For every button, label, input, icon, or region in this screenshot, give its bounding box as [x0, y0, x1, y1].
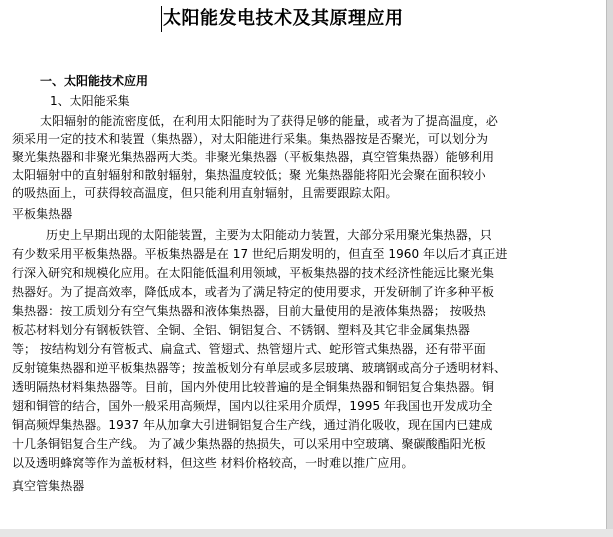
- vacuum-tube-heading: 真空管集热器: [12, 479, 85, 493]
- page-edge-right: [606, 0, 613, 537]
- subsection-heading: 1、太阳能采集: [50, 94, 130, 108]
- paragraph-line: 十几条铜铝复合生产线。 为了减少集热器的热损失，可以采用中空玻璃、聚碳酸酯阳光板: [12, 437, 486, 451]
- paragraph-line: 太阳辐射中的直射辐射和散射辐射，集热温度较低；聚 光集热器能将阳光会聚在面积较小: [12, 168, 486, 182]
- paragraph-line: 行深入研究和规模化应用。在太阳能低温利用领域，平板集热器的技术经济性能远比聚光集: [12, 266, 495, 280]
- paragraph-line: 太阳辐射的能流密度低，在利用太阳能时为了获得足够的能量，或者为了提高温度，必: [40, 114, 498, 128]
- paragraph-line: 历史上早期出现的太阳能装置，主要为太阳能动力装置，大部分采用聚光集热器，只: [46, 228, 492, 242]
- paragraph-line: 有少数采用平板集热器。平板集热器是在 17 世纪后期发明的，但直至 1960 年以后才真正进: [12, 247, 508, 261]
- paragraph-line: 须采用一定的技术和装置（集热器），对太阳能进行采集。集热器按是否聚光，可以划分为: [12, 132, 489, 146]
- flat-plate-heading: 平板集热器: [12, 207, 73, 221]
- paragraph-line: 等； 按结构划分有管板式、扁盒式、管翅式、热管翅片式、蛇形管式集热器，还有带平面: [12, 342, 486, 356]
- paragraph-line: 聚光集热器和非聚光集热器两大类。非聚光集热器（平板集热器，真空管集热器）能够利用: [12, 150, 495, 164]
- paragraph-line: 板芯材料划分有钢板铁管、全铜、全铝、铜铝复合、不锈钢、塑料及其它非金属集热器: [12, 323, 470, 337]
- paragraph-line: 反射镜集热器和逆平板集热器等；按盖板划分有单层或多层玻璃、玻璃钢或高分子透明材料、: [12, 361, 507, 375]
- paragraph-line: 以及透明蜂窝等作为盖板材料，但这些 材料价格较高，一时难以推广应用。: [12, 456, 414, 470]
- paragraph-line: 翅和铜管的结合，国外一般采用高频焊，国内以往采用介质焊，1995 年我国也开发成功全: [12, 399, 493, 413]
- document-title: 太阳能发电技术及其原理应用: [163, 8, 404, 29]
- page-edge-bottom: [0, 529, 613, 537]
- paragraph-line: 铜高频焊集热器。1937 年从加拿大引进铜铝复合生产线，通过消化吸收，现在国内已建成: [12, 418, 493, 432]
- section-heading: 一、太阳能技术应用: [40, 74, 149, 88]
- paragraph-line: 集热器：按工质划分有空气集热器和液体集热器，目前大量使用的是液体集热器； 按吸热: [12, 304, 486, 318]
- paragraph-line: 热器好。为了提高效率，降低成本，或者为了满足特定的使用要求，开发研制了许多种平板: [12, 285, 495, 299]
- paragraph-line: 透明隔热材料集热器等。目前，国内外使用比较普遍的是全铜集热器和铜铝复合集热器。铜: [12, 380, 495, 394]
- text-cursor: [161, 6, 162, 32]
- paragraph-line: 的吸热面上，可获得较高温度，但只能利用直射辐射，且需要跟踪太阳。: [12, 186, 398, 200]
